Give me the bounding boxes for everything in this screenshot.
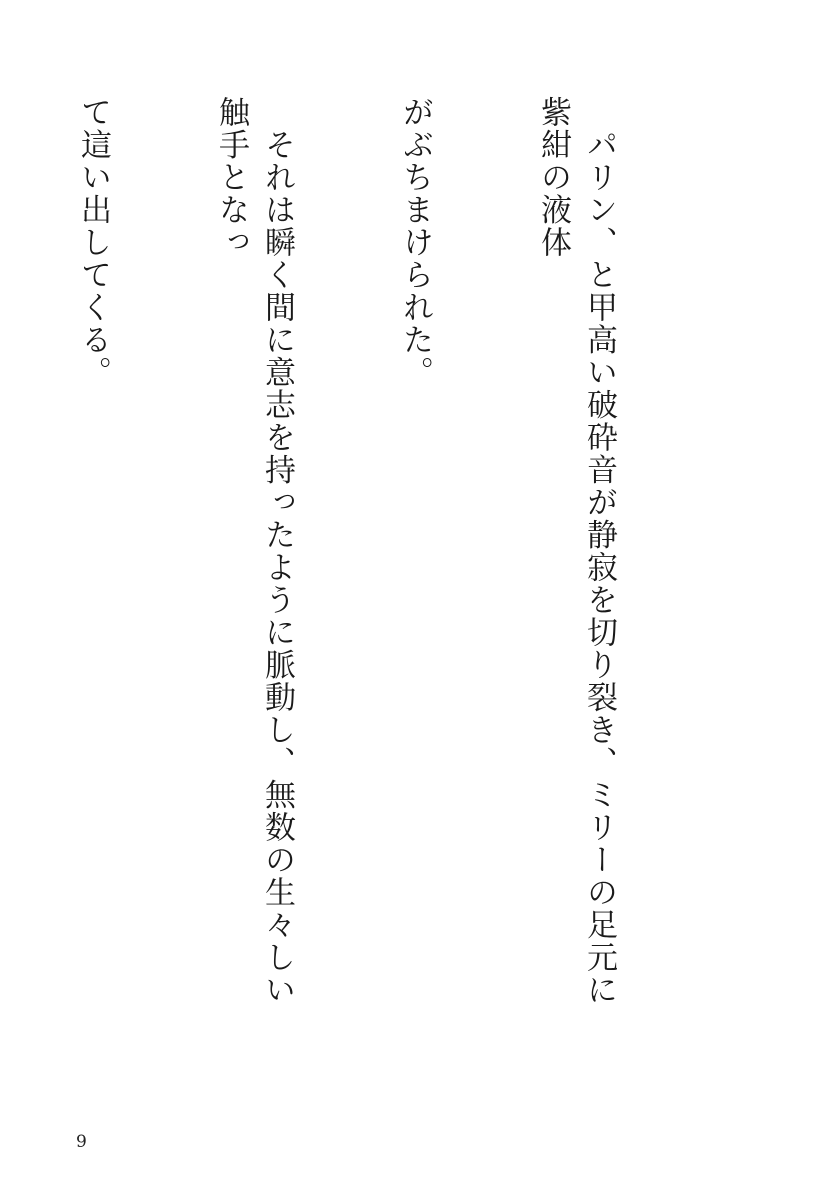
page-number: 9 — [76, 1132, 87, 1152]
text-line: パリン、と甲高い破砕音が静寂を切り裂き、ミリーの足元に紫紺の液体 — [535, 96, 617, 1006]
text-line: て這い出してくる。 — [75, 96, 111, 389]
text-line: それは瞬く間に意志を持ったように脈動し、無数の生々しい触手となっ — [213, 96, 295, 1006]
page-body-text — [75, 96, 714, 1026]
text-line: がぶちまけられた。 — [397, 96, 433, 389]
